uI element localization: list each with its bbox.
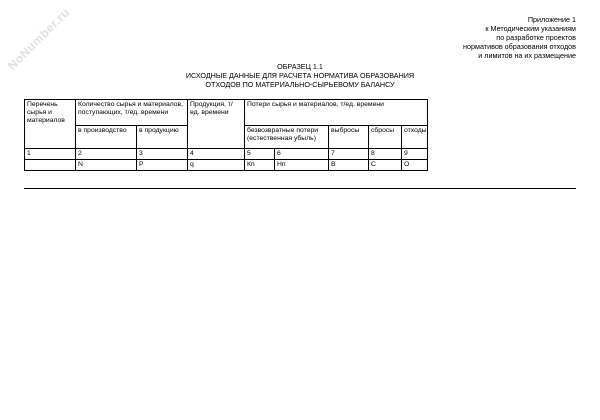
appendix-line: нормативов образования отходов (463, 42, 576, 51)
subheader-in-product: в продукцию (137, 126, 188, 149)
subheader-in-production: в производство (76, 126, 137, 149)
column-number: 3 (137, 149, 188, 160)
header-row (25, 100, 428, 126)
subheader-waste: отходы (402, 126, 428, 149)
subheader-emissions: выбросы (329, 126, 369, 149)
column-number: 6 (275, 149, 329, 160)
column-number: 1 (25, 149, 76, 160)
document-title (150, 62, 450, 89)
column-number: 8 (369, 149, 402, 160)
source-data-table (24, 99, 428, 171)
header-quantity: Количество сырья и материалов, поступающих, т/ед. времени (76, 100, 188, 126)
appendix-line: и лимитов на их размещение (478, 51, 576, 60)
symbol-cell: Нп (275, 160, 329, 171)
symbol-cell: С (369, 160, 402, 171)
watermark: NoNumber.ru (4, 5, 73, 73)
column-number: 9 (402, 149, 428, 160)
column-number: 5 (245, 149, 275, 160)
appendix-note (376, 15, 576, 60)
symbol-cell: P (137, 160, 188, 171)
symbol-cell: Кп (245, 160, 275, 171)
appendix-line: по разработке проектов (496, 33, 576, 42)
appendix-line: Приложение 1 (527, 15, 576, 24)
subheader-irreversible: безвозвратные потери (естественная убыль) (245, 126, 329, 149)
symbol-row (25, 160, 428, 171)
title-line: ИСХОДНЫЕ ДАННЫЕ ДЛЯ РАСЧЕТА НОРМАТИВА ОБРАЗОВАНИЯ (185, 71, 415, 80)
appendix-line: к Методическим указаниям (485, 24, 576, 33)
column-number: 4 (188, 149, 245, 160)
title-line: ОТХОДОВ ПО МАТЕРИАЛЬНО-СЫРЬЕВОМУ БАЛАНСУ (205, 80, 395, 89)
header-losses: Потери сырья и материалов, т/ед. времени (245, 100, 428, 126)
symbol-cell: В (329, 160, 369, 171)
horizontal-divider (24, 188, 576, 189)
column-number-row (25, 149, 428, 160)
column-number: 2 (76, 149, 137, 160)
header-materials: Перечень сырья и материалов (25, 100, 76, 149)
symbol-cell: q (188, 160, 245, 171)
symbol-cell: N (76, 160, 137, 171)
column-number: 7 (329, 149, 369, 160)
subheader-discharges: сбросы (369, 126, 402, 149)
header-products: Продукция, т/ед. времени (188, 100, 245, 149)
symbol-cell (25, 160, 76, 171)
sample-label: ОБРАЗЕЦ 1.1 (277, 62, 323, 71)
symbol-cell: О (402, 160, 428, 171)
